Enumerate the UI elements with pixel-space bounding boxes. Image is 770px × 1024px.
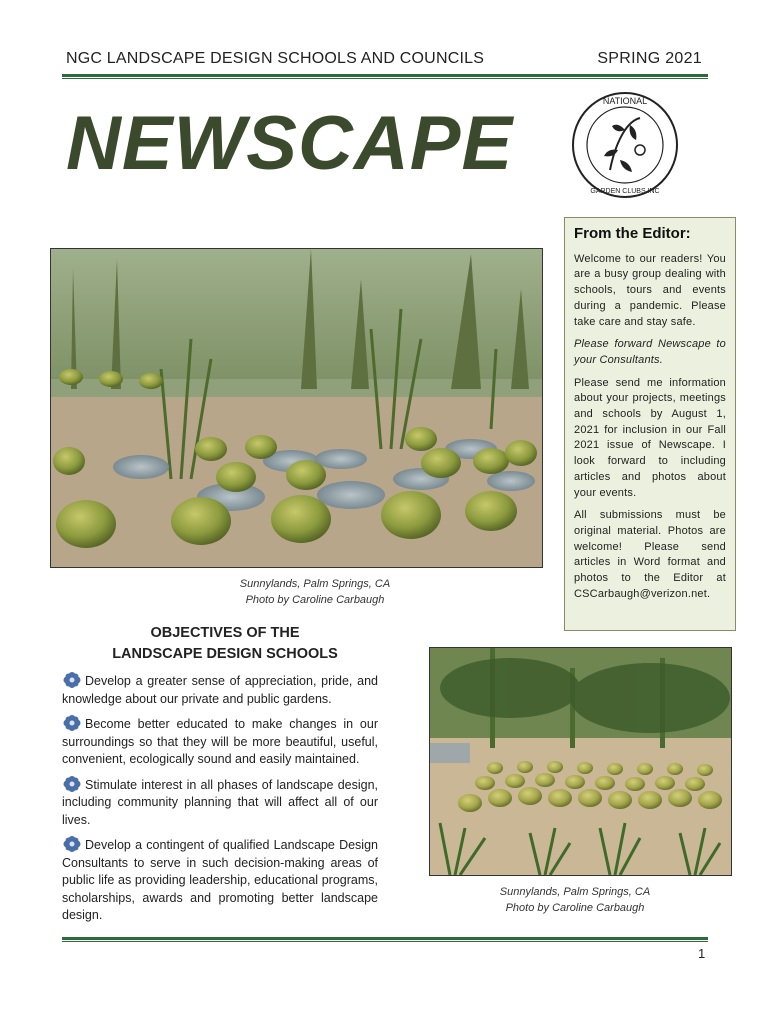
editor-paragraph-3: Please send me information about your projects, meetings and schools by August 1, 2021 for inclusion in our Fall 2021 issue of Newscape. I look forward to including articles and photos about your events.	[574, 376, 726, 499]
objectives-list	[62, 672, 378, 932]
bottom-rule-thin	[62, 941, 708, 942]
photo-caption-2	[455, 884, 695, 916]
editor-title: From the Editor:	[574, 225, 691, 242]
list-item	[62, 836, 378, 925]
editor-box	[564, 217, 736, 631]
editor-paragraph-2: Please forward Newscape to your Consultants.	[574, 338, 726, 366]
objective-text: Stimulate interest in all phases of landscape design, including community planning that will affect all of our lives.	[62, 777, 378, 827]
caption-credit: Photo by Caroline Carbaugh	[245, 594, 385, 606]
objectives-title-line2: LANDSCAPE DESIGN SCHOOLS	[112, 646, 338, 662]
header-left: NGC LANDSCAPE DESIGN SCHOOLS AND COUNCILS	[66, 50, 485, 67]
objectives-title	[80, 623, 370, 665]
editor-paragraph-4: All submissions must be original material. Photos are welcome! Please send articles in Word format and photos to the Editor at CSCarbaugh@verizon.net.	[574, 509, 726, 600]
list-item	[62, 776, 378, 830]
caption-location: Sunnylands, Palm Springs, CA	[499, 886, 651, 898]
blue-flower-icon	[62, 715, 82, 731]
masthead-title: NEWSCAPE	[66, 101, 514, 186]
caption-credit: Photo by Caroline Carbaugh	[505, 902, 645, 914]
national-garden-clubs-logo-icon	[570, 90, 680, 200]
logo-text-top: NATIONAL	[602, 96, 648, 106]
page-number: 1	[698, 946, 706, 961]
blue-flower-icon	[62, 672, 82, 688]
logo-text-bottom: GARDEN CLUBS INC	[590, 188, 660, 195]
barrel-cactus-garden-photo	[429, 647, 732, 876]
top-rule	[62, 74, 708, 77]
blue-flower-icon	[62, 836, 82, 852]
list-item	[62, 672, 378, 708]
objective-text: Develop a contingent of qualified Landscape Design Consultants to serve in such decision-making areas of public life as providing leadership, educational programs, scholarships, awards and promoting better landscape design.	[62, 838, 378, 922]
objective-text: Develop a greater sense of appreciation, pride, and knowledge about our private and public gardens.	[62, 674, 378, 706]
objective-text: Become better educated to make changes in our surroundings so that they will be more beautiful, useful, convenient, ecologically sound and easily maintained.	[62, 717, 378, 766]
objectives-title-line1: OBJECTIVES OF THE	[150, 625, 300, 641]
top-rule-thin	[62, 78, 708, 79]
caption-location: Sunnylands, Palm Springs, CA	[239, 578, 391, 590]
editor-paragraph-1: Welcome to our readers! You are a busy group dealing with schools, tours and events during a pandemic. Please take care and stay safe.	[574, 252, 726, 328]
bottom-rule	[62, 937, 708, 940]
blue-flower-icon	[62, 776, 82, 792]
photo-caption	[200, 576, 430, 608]
header-right: SPRING 2021	[597, 50, 702, 67]
cactus-garden-photo	[50, 248, 543, 568]
list-item	[62, 715, 378, 769]
